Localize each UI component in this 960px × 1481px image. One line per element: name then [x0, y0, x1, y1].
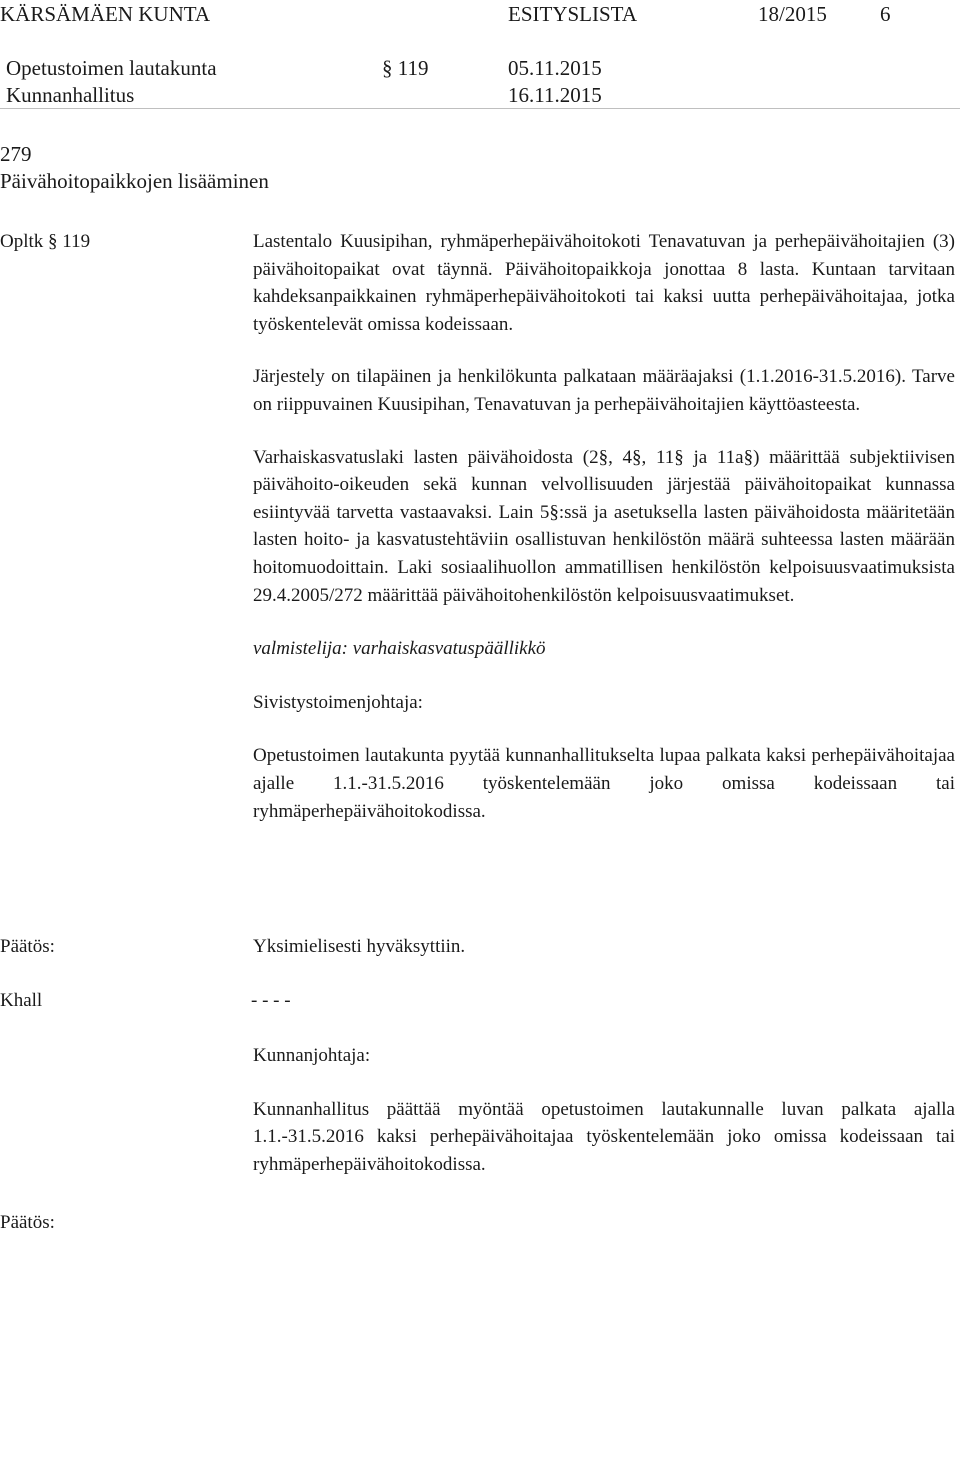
opltk-label: Opltk § 119 — [0, 231, 91, 252]
khall-decision-label: Päätös: — [0, 1212, 55, 1233]
opltk-proposal: Opetustoimen lautakunta pyytää kunnanhallitukselta lupaa palkata kaksi perhepäivähoitajaa ajalle 1.1.-31.5.2016 työskentelemään joko omissa kodeissaan tai ryhmäperhepäivähoitokodissa. — [253, 745, 955, 822]
municipality-name: KÄRSÄMÄEN KUNTA — [0, 2, 211, 26]
paragraph-1: Lastentalo Kuusipihan, ryhmäperhepäivähoitokoti Tenavatuvan ja perhepäivähoitajien (3) päivähoitopaikat ovat täynnä. Päivähoitopaikkoja jonottaa 8 lasta. Kuntaan tarvitaan kahdeksanpaikkainen ryhmäperhepäivähoitokoti tai kaksi uutta perhepäivähoitajaa, jotka työskentelevät omissa kodeissaan. — [253, 231, 955, 335]
header-date-2: 16.11.2015 — [508, 83, 602, 107]
opltk-proposer: Sivistystoimenjohtaja: — [253, 691, 423, 713]
opltk-decision-label: Päätös: — [0, 936, 55, 957]
paragraph-3: Varhaiskasvatuslaki lasten päivähoidosta (2§, 4§, 11§ ja 11a§) määrittää subjektiivisen päivähoito-oikeuden sekä kunnan velvollisuuden järjestää päivähoitopaikat kunnassa esiintyvää tarvetta vastaavaksi. Lain 5§:ssä ja asetuksella lasten päivähoidosta määritetään lasten hoito- ja kasvatustehtäviin osallistuvan henkilöstön määrä suhteessa lasten määrään hoitomuodoittain. Laki sosiaalihuollon ammatillisen henkilöstön kelpoisuusvaatimuksista 29.4.2005/272 määrittää päivähoitohenkilöstön kelpoisuusvaatimukset. — [253, 446, 955, 606]
khall-dashes: - - - - — [251, 990, 291, 1011]
preparer-line: valmistelija: varhaiskasvatuspäällikkö — [253, 638, 546, 660]
page-number: 6 — [880, 2, 891, 26]
item-number: 279 — [0, 142, 32, 166]
document-number: 18/2015 — [758, 2, 827, 26]
opltk-body — [253, 228, 955, 825]
item-title: Päivähoitopaikkojen lisääminen — [0, 169, 269, 193]
header-divider — [0, 108, 960, 109]
khall-proposal: Kunnanhallitus päättää myöntää opetustoimen lautakunnalle luvan palkata ajalla 1.1.-31.5.2016 kaksi perhepäivähoitajaa työskentelemään joko omissa kodeissaan tai ryhmäperhepäivähoitokodissa. — [253, 1098, 955, 1175]
header-body-2: Kunnanhallitus — [6, 83, 135, 107]
header-body-1: Opetustoimen lautakunta — [6, 56, 217, 80]
header-date-1: 05.11.2015 — [508, 56, 602, 80]
khall-label: Khall — [0, 990, 43, 1011]
header-section-1: § 119 — [382, 56, 429, 80]
opltk-decision: Yksimielisesti hyväksyttiin. — [253, 936, 466, 957]
khall-body — [253, 1042, 955, 1178]
document-type: ESITYSLISTA — [508, 2, 637, 26]
paragraph-2: Järjestely on tilapäinen ja henkilökunta palkataan määräajaksi (1.1.2016-31.5.2016). Tarve on riippuvainen Kuusipihan, Tenavatuvan ja perhepäivähoitajien käyttöasteesta. — [253, 366, 955, 415]
khall-proposer: Kunnanjohtaja: — [253, 1045, 371, 1066]
